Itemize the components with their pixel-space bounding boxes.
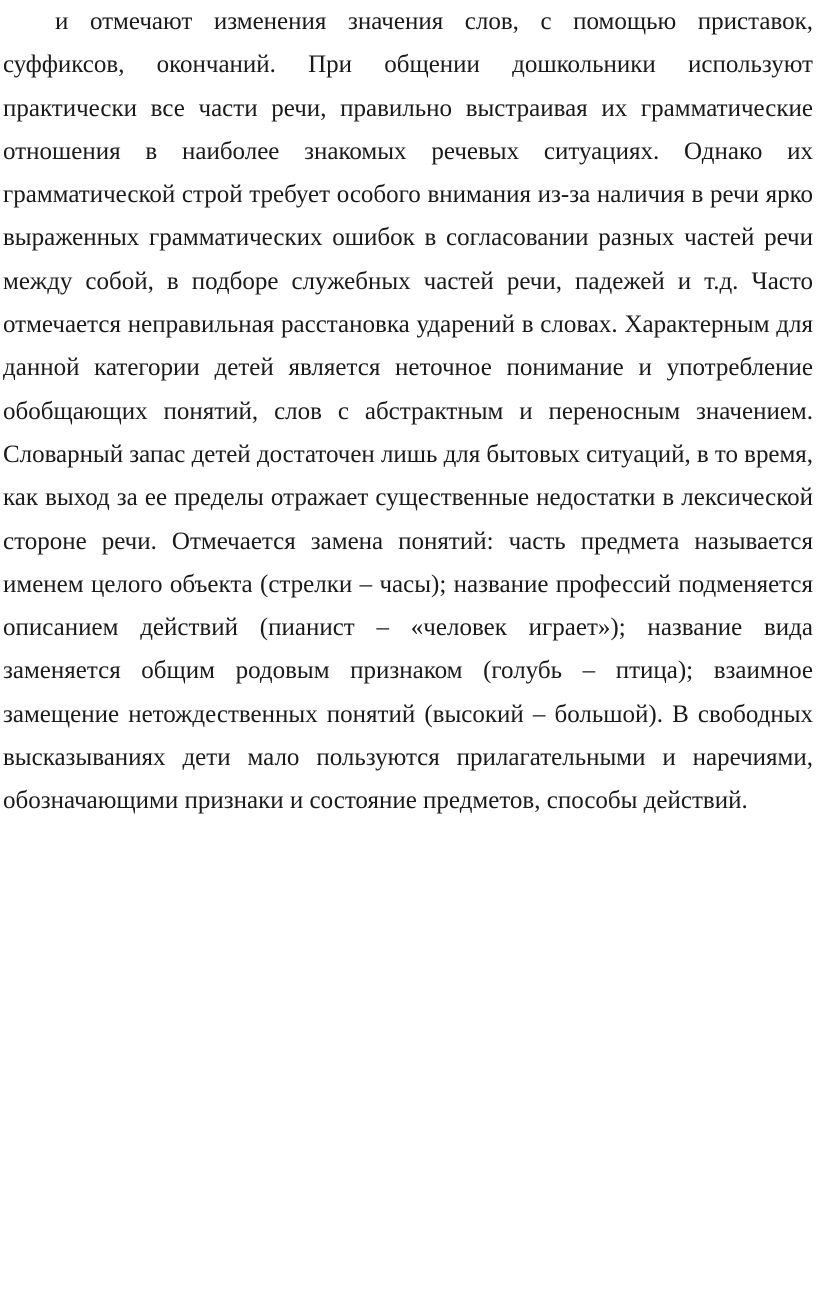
text-line: высказываниях дети мало пользуются прилагательными и наречиями, xyxy=(3,744,813,772)
text-line: именем целого объекта (стрелки – часы); название профессий подменяется xyxy=(3,570,813,598)
text-line: отмечается неправильная расстановка ударений в словах. Характерным для xyxy=(3,311,813,339)
text-line: суффиксов, окончаний. При общении дошкольники используют xyxy=(3,51,813,79)
text-line: и отмечают изменения значения слов, с помощью приставок, xyxy=(55,8,813,35)
paragraph xyxy=(3,0,813,823)
text-line: отношения в наиболее знакомых речевых ситуациях. Однако их xyxy=(3,137,813,165)
text-line: обобщающих понятий, слов с абстрактным и переносным значением. xyxy=(3,397,813,425)
text-line: грамматической строй требует особого внимания из-за наличия в речи ярко xyxy=(3,181,813,209)
text-line: обозначающими признаки и состояние предметов, способы действий. xyxy=(3,787,748,815)
text-line: заменяется общим родовым признаком (голубь – птица); взаимное xyxy=(3,657,813,685)
text-line: стороне речи. Отмечается замена понятий: часть предмета называется xyxy=(3,527,813,555)
text-line: описанием действий (пианист – «человек играет»); название вида xyxy=(3,614,813,642)
text-line: данной категории детей является неточное понимание и употребление xyxy=(3,354,813,382)
text-line: замещение нетождественных понятий (высокий – большой). В свободных xyxy=(3,700,813,728)
text-line: выраженных грамматических ошибок в согласовании разных частей речи xyxy=(3,224,813,252)
text-line: между собой, в подборе служебных частей речи, падежей и т.д. Часто xyxy=(3,267,813,295)
text-line: как выход за ее пределы отражает существенные недостатки в лексической xyxy=(3,484,813,512)
text-line: практически все части речи, правильно выстраивая их грамматические xyxy=(3,94,813,122)
text-line: Словарный запас детей достаточен лишь для бытовых ситуаций, в то время, xyxy=(3,440,813,468)
